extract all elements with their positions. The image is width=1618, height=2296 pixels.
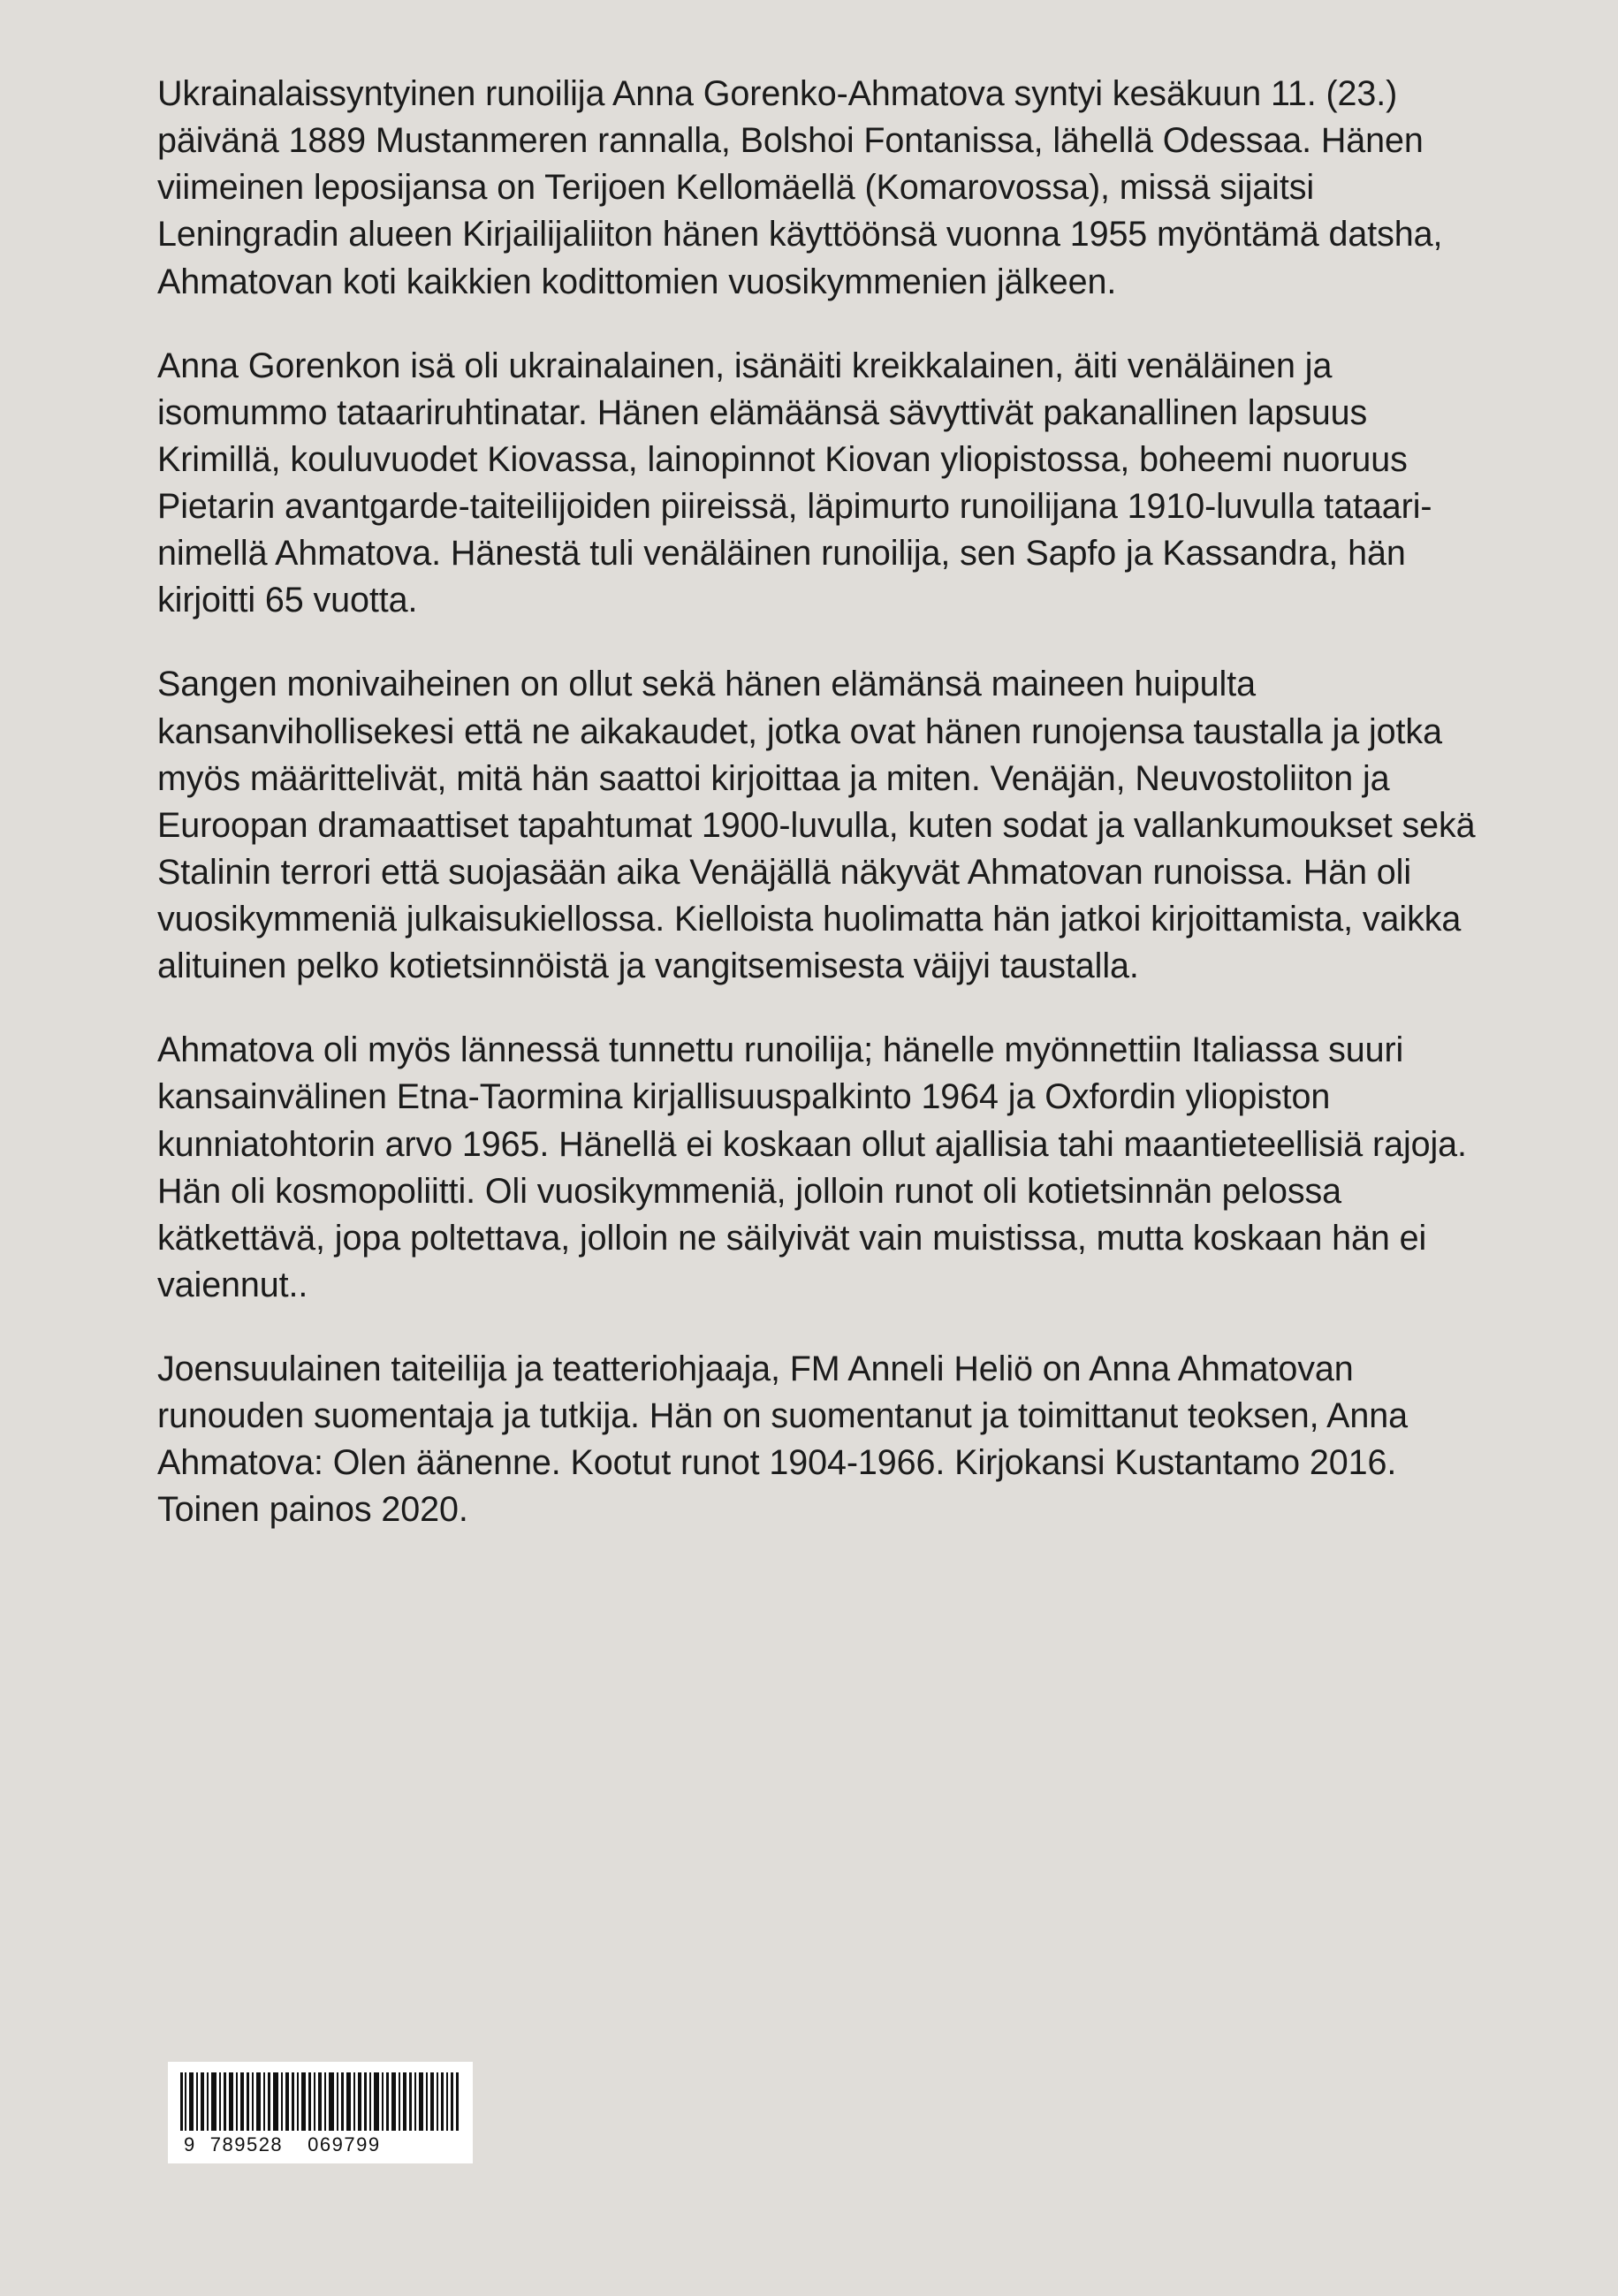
barcode-bars-icon bbox=[180, 2072, 460, 2131]
paragraph-1: Ukrainalaissyntyinen runoilija Anna Gorenko-Ahmatova syntyi kesäkuun 11. (23.) päivänä 1889 Mustanmeren rannalla, Bolshoi Fontanissa, lähellä Odessaa. Hänen viimeinen leposijansa on Terijoen Kellomäellä (Komarovossa), missä sijaitsi Leningradin alueen Kirjailijaliiton hänen käyttöönsä vuonna 1955 myöntämä datsha, Ahmatovan koti kaikkien kodittomien vuosikymmenien jälkeen. bbox=[157, 74, 1443, 301]
blurb-text bbox=[157, 71, 1481, 1534]
paragraph-4: Ahmatova oli myös lännessä tunnettu runoilija; hänelle myönnettiin Italiassa suuri kansainvälinen Etna-Taormina kirjallisuuspalkinto 1964 ja Oxfordin yliopiston kunniatohtorin arvo 1965. Hänellä ei koskaan ollut ajallisia tahi maantieteellisiä rajoja. Hän oli kosmopoliitti. Oli vuosikymmeniä, jolloin runot oli kotietsinnän pelossa kätkettävä, jopa poltettava, jolloin ne säilyivät vain muistissa, mutta koskaan hän ei vaiennut.. bbox=[157, 1030, 1467, 1304]
barcode-group-1: 789528 bbox=[209, 2133, 284, 2155]
paragraph-5: Joensuulainen taiteilija ja teatteriohjaaja, FM Anneli Heliö on Anna Ahmatovan runouden suomentaja ja tutkija. Hän on suomentanut ja toimittanut teoksen, Anna Ahmatova: Olen äänenne. Kootut runot 1904-1966. Kirjokansi Kustantamo 2016. Toinen painos 2020. bbox=[157, 1349, 1409, 1530]
paragraph-2: Anna Gorenkon isä oli ukrainalainen, isänäiti kreikkalainen, äiti venäläinen ja isomummo tataariruhtinatar. Hänen elämäänsä sävyttivät pakanallinen lapsuus Krimillä, kouluvuodet Kiovassa, lainopinnot Kiovan yliopistossa, boheemi nuoruus Pietarin avantgarde-taiteilijoiden piireissä, läpimurto runoilijana 1910-luvulla tataari-nimellä Ahmatova. Hänestä tuli venäläinen runoilija, sen Sapfo ja Kassandra, hän kirjoitti 65 vuotta. bbox=[157, 346, 1432, 620]
paragraph-3: Sangen monivaiheinen on ollut sekä hänen elämänsä maineen huipulta kansanvihollisekesi että ne aikakaudet, jotka ovat hänen runojensa taustalla ja jotka myös määrittelivät, mitä hän saattoi kirjoittaa ja miten. Venäjän, Neuvostoliiton ja Euroopan dramaattiset tapahtumat 1900-luvulla, kuten sodat ja vallankumoukset sekä Stalinin terrori että suojasään aika Venäjällä näkyvät Ahmatovan runoissa. Hän oli vuosikymmeniä julkaisukiellossa. Kielloista huolimatta hän jatkoi kirjoittamista, vaikka alituinen pelko kotietsinnöistä ja vangitsemisesta väijyi taustalla. bbox=[157, 665, 1476, 986]
isbn-barcode bbox=[168, 2062, 473, 2163]
barcode-group-2: 069799 bbox=[308, 2133, 381, 2155]
barcode-lead-digit: 9 bbox=[184, 2133, 196, 2155]
barcode-number bbox=[180, 2133, 460, 2156]
